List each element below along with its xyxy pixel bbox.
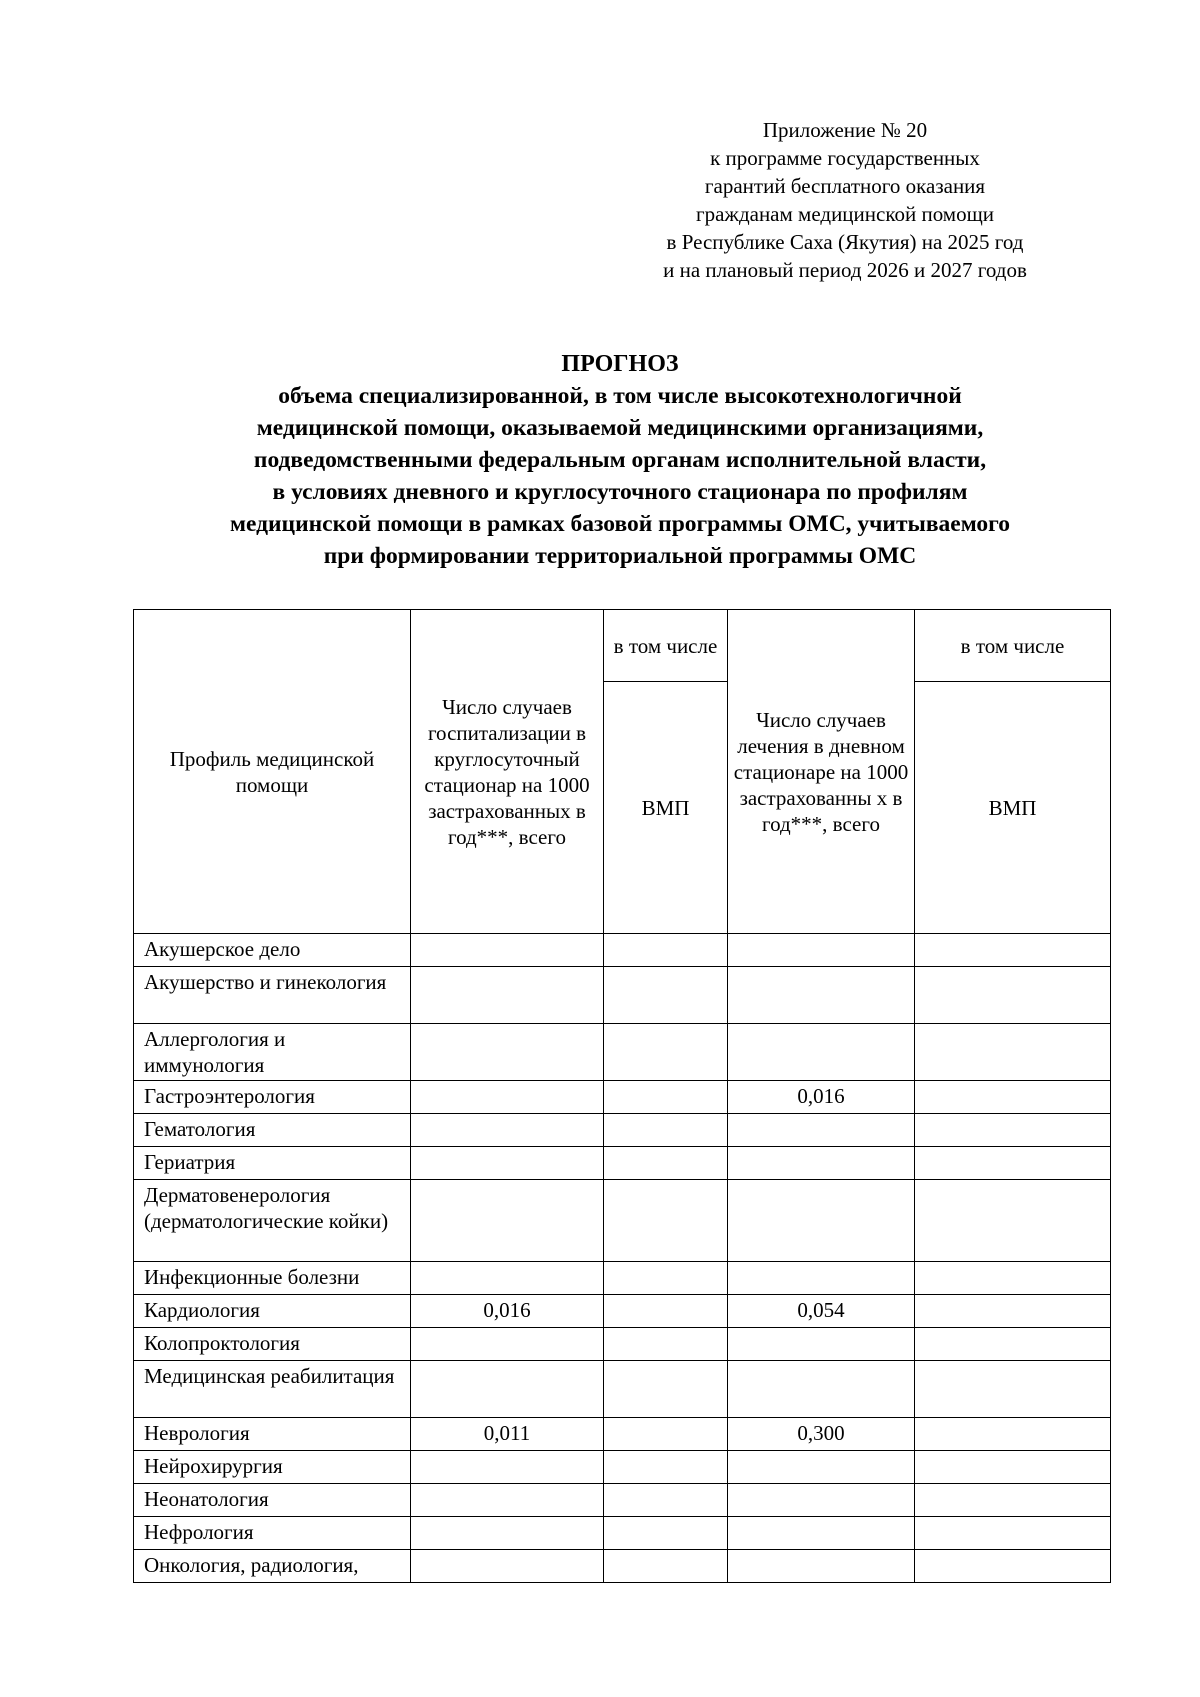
table-row [134, 1328, 1111, 1361]
vmp-day-cell [915, 1147, 1111, 1180]
vmp-hospital-cell [604, 967, 728, 1024]
appendix-line: Приложение № 20 [762, 118, 928, 142]
table-row [134, 1295, 1111, 1328]
hospital-cases-cell [411, 1328, 604, 1361]
hospital-cases-cell [411, 1550, 604, 1583]
title-line: объема специализированной, в том числе высокотехнологичной [278, 383, 962, 409]
vmp-day-cell [915, 1418, 1111, 1451]
hospital-cases-cell [411, 1180, 604, 1262]
appendix-line: в Республике Саха (Якутия) на 2025 год [666, 230, 1024, 254]
day-cases-cell [728, 1024, 915, 1081]
hospital-cases-cell [411, 1451, 604, 1484]
hospital-cases-cell [411, 1114, 604, 1147]
hospital-cases-cell [411, 1484, 604, 1517]
header-profile: Профиль медицинской помощи [134, 610, 411, 934]
hospital-cases-cell [411, 967, 604, 1024]
vmp-hospital-cell [604, 1550, 728, 1583]
vmp-day-cell [915, 1180, 1111, 1262]
document-title [90, 348, 1150, 572]
vmp-day-cell [915, 1550, 1111, 1583]
day-cases-cell [728, 1147, 915, 1180]
title-line: медицинской помощи в рамках базовой программы ОМС, учитываемого [229, 511, 1011, 537]
vmp-day-cell [915, 1517, 1111, 1550]
vmp-day-cell [915, 1328, 1111, 1361]
profile-cell: Нефрология [134, 1517, 411, 1550]
vmp-hospital-cell [604, 1114, 728, 1147]
appendix-line: гражданам медицинской помощи [696, 202, 994, 226]
day-cases-cell: 0,054 [728, 1295, 915, 1328]
header-row [134, 610, 1111, 682]
vmp-hospital-cell [604, 1517, 728, 1550]
header-including-2: в том числе [915, 610, 1111, 682]
hospital-cases-cell: 0,011 [411, 1418, 604, 1451]
vmp-day-cell [915, 1484, 1111, 1517]
profile-cell: Гериатрия [134, 1147, 411, 1180]
vmp-day-cell [915, 1361, 1111, 1418]
appendix-reference [600, 116, 1090, 284]
hospital-cases-cell [411, 1024, 604, 1081]
profile-cell: Колопроктология [134, 1328, 411, 1361]
header-including-1: в том числе [604, 610, 728, 682]
table-row [134, 934, 1111, 967]
vmp-day-cell [915, 1262, 1111, 1295]
day-cases-cell [728, 1484, 915, 1517]
hospital-cases-cell [411, 1517, 604, 1550]
header-vmp-1: ВМП [604, 682, 728, 934]
day-cases-cell [728, 934, 915, 967]
table-row [134, 1081, 1111, 1114]
table-row [134, 967, 1111, 1024]
profile-cell: Кардиология [134, 1295, 411, 1328]
table-row [134, 1517, 1111, 1550]
profile-cell: Гематология [134, 1114, 411, 1147]
table-row [134, 1114, 1111, 1147]
appendix-line: к программе государственных [710, 146, 980, 170]
header-day-cases: Число случаев лечения в дневном стационаре на 1000 застрахованны х в год***, всего [728, 610, 915, 934]
profile-cell: Акушерство и гинекология [134, 967, 411, 1024]
hospital-cases-cell [411, 1081, 604, 1114]
forecast-table [133, 609, 1111, 1583]
hospital-cases-cell: 0,016 [411, 1295, 604, 1328]
vmp-day-cell [915, 1114, 1111, 1147]
day-cases-cell [728, 1180, 915, 1262]
profile-cell: Нейрохирургия [134, 1451, 411, 1484]
table-row [134, 1418, 1111, 1451]
day-cases-cell [728, 1550, 915, 1583]
vmp-hospital-cell [604, 1451, 728, 1484]
table-row [134, 1484, 1111, 1517]
day-cases-cell [728, 1262, 915, 1295]
header-vmp-2: ВМП [915, 682, 1111, 934]
day-cases-cell [728, 967, 915, 1024]
title-line: медицинской помощи, оказываемой медицинскими организациями, [256, 415, 984, 441]
title-main: ПРОГНОЗ [561, 351, 679, 377]
title-line: подведомственными федеральным органам исполнительной власти, [253, 447, 987, 473]
vmp-day-cell [915, 1295, 1111, 1328]
profile-cell: Инфекционные болезни [134, 1262, 411, 1295]
profile-cell: Онкология, радиология, [134, 1550, 411, 1583]
vmp-hospital-cell [604, 1328, 728, 1361]
profile-cell: Неонатология [134, 1484, 411, 1517]
vmp-hospital-cell [604, 1361, 728, 1418]
profile-cell: Неврология [134, 1418, 411, 1451]
vmp-hospital-cell [604, 1418, 728, 1451]
vmp-hospital-cell [604, 1484, 728, 1517]
day-cases-cell: 0,016 [728, 1081, 915, 1114]
table-row [134, 1550, 1111, 1583]
vmp-hospital-cell [604, 1147, 728, 1180]
hospital-cases-cell [411, 1147, 604, 1180]
table-row [134, 1451, 1111, 1484]
day-cases-cell [728, 1451, 915, 1484]
day-cases-cell: 0,300 [728, 1418, 915, 1451]
profile-cell: Аллергология и иммунология [134, 1024, 411, 1081]
profile-cell: Акушерское дело [134, 934, 411, 967]
vmp-hospital-cell [604, 1081, 728, 1114]
vmp-hospital-cell [604, 1180, 728, 1262]
vmp-hospital-cell [604, 1024, 728, 1081]
hospital-cases-cell [411, 1361, 604, 1418]
vmp-hospital-cell [604, 1295, 728, 1328]
title-line: в условиях дневного и круглосуточного стационара по профилям [272, 479, 968, 505]
vmp-day-cell [915, 934, 1111, 967]
vmp-day-cell [915, 967, 1111, 1024]
day-cases-cell [728, 1114, 915, 1147]
vmp-day-cell [915, 1024, 1111, 1081]
vmp-hospital-cell [604, 934, 728, 967]
title-line: при формировании территориальной программы ОМС [323, 543, 917, 569]
day-cases-cell [728, 1328, 915, 1361]
vmp-day-cell [915, 1451, 1111, 1484]
table-row [134, 1180, 1111, 1262]
table-row [134, 1147, 1111, 1180]
day-cases-cell [728, 1517, 915, 1550]
vmp-day-cell [915, 1081, 1111, 1114]
profile-cell: Гастроэнтерология [134, 1081, 411, 1114]
vmp-hospital-cell [604, 1262, 728, 1295]
hospital-cases-cell [411, 934, 604, 967]
appendix-line: и на плановый период 2026 и 2027 годов [663, 258, 1027, 282]
profile-cell: Дерматовенерология (дерматологические койки) [134, 1180, 411, 1262]
table-row [134, 1262, 1111, 1295]
day-cases-cell [728, 1361, 915, 1418]
appendix-line: гарантий бесплатного оказания [704, 174, 986, 198]
table-row [134, 1024, 1111, 1081]
header-hospital-cases: Число случаев госпитализации в круглосуточный стационар на 1000 застрахованных в год***, всего [411, 610, 604, 934]
table-row [134, 1361, 1111, 1418]
profile-cell: Медицинская реабилитация [134, 1361, 411, 1418]
hospital-cases-cell [411, 1262, 604, 1295]
